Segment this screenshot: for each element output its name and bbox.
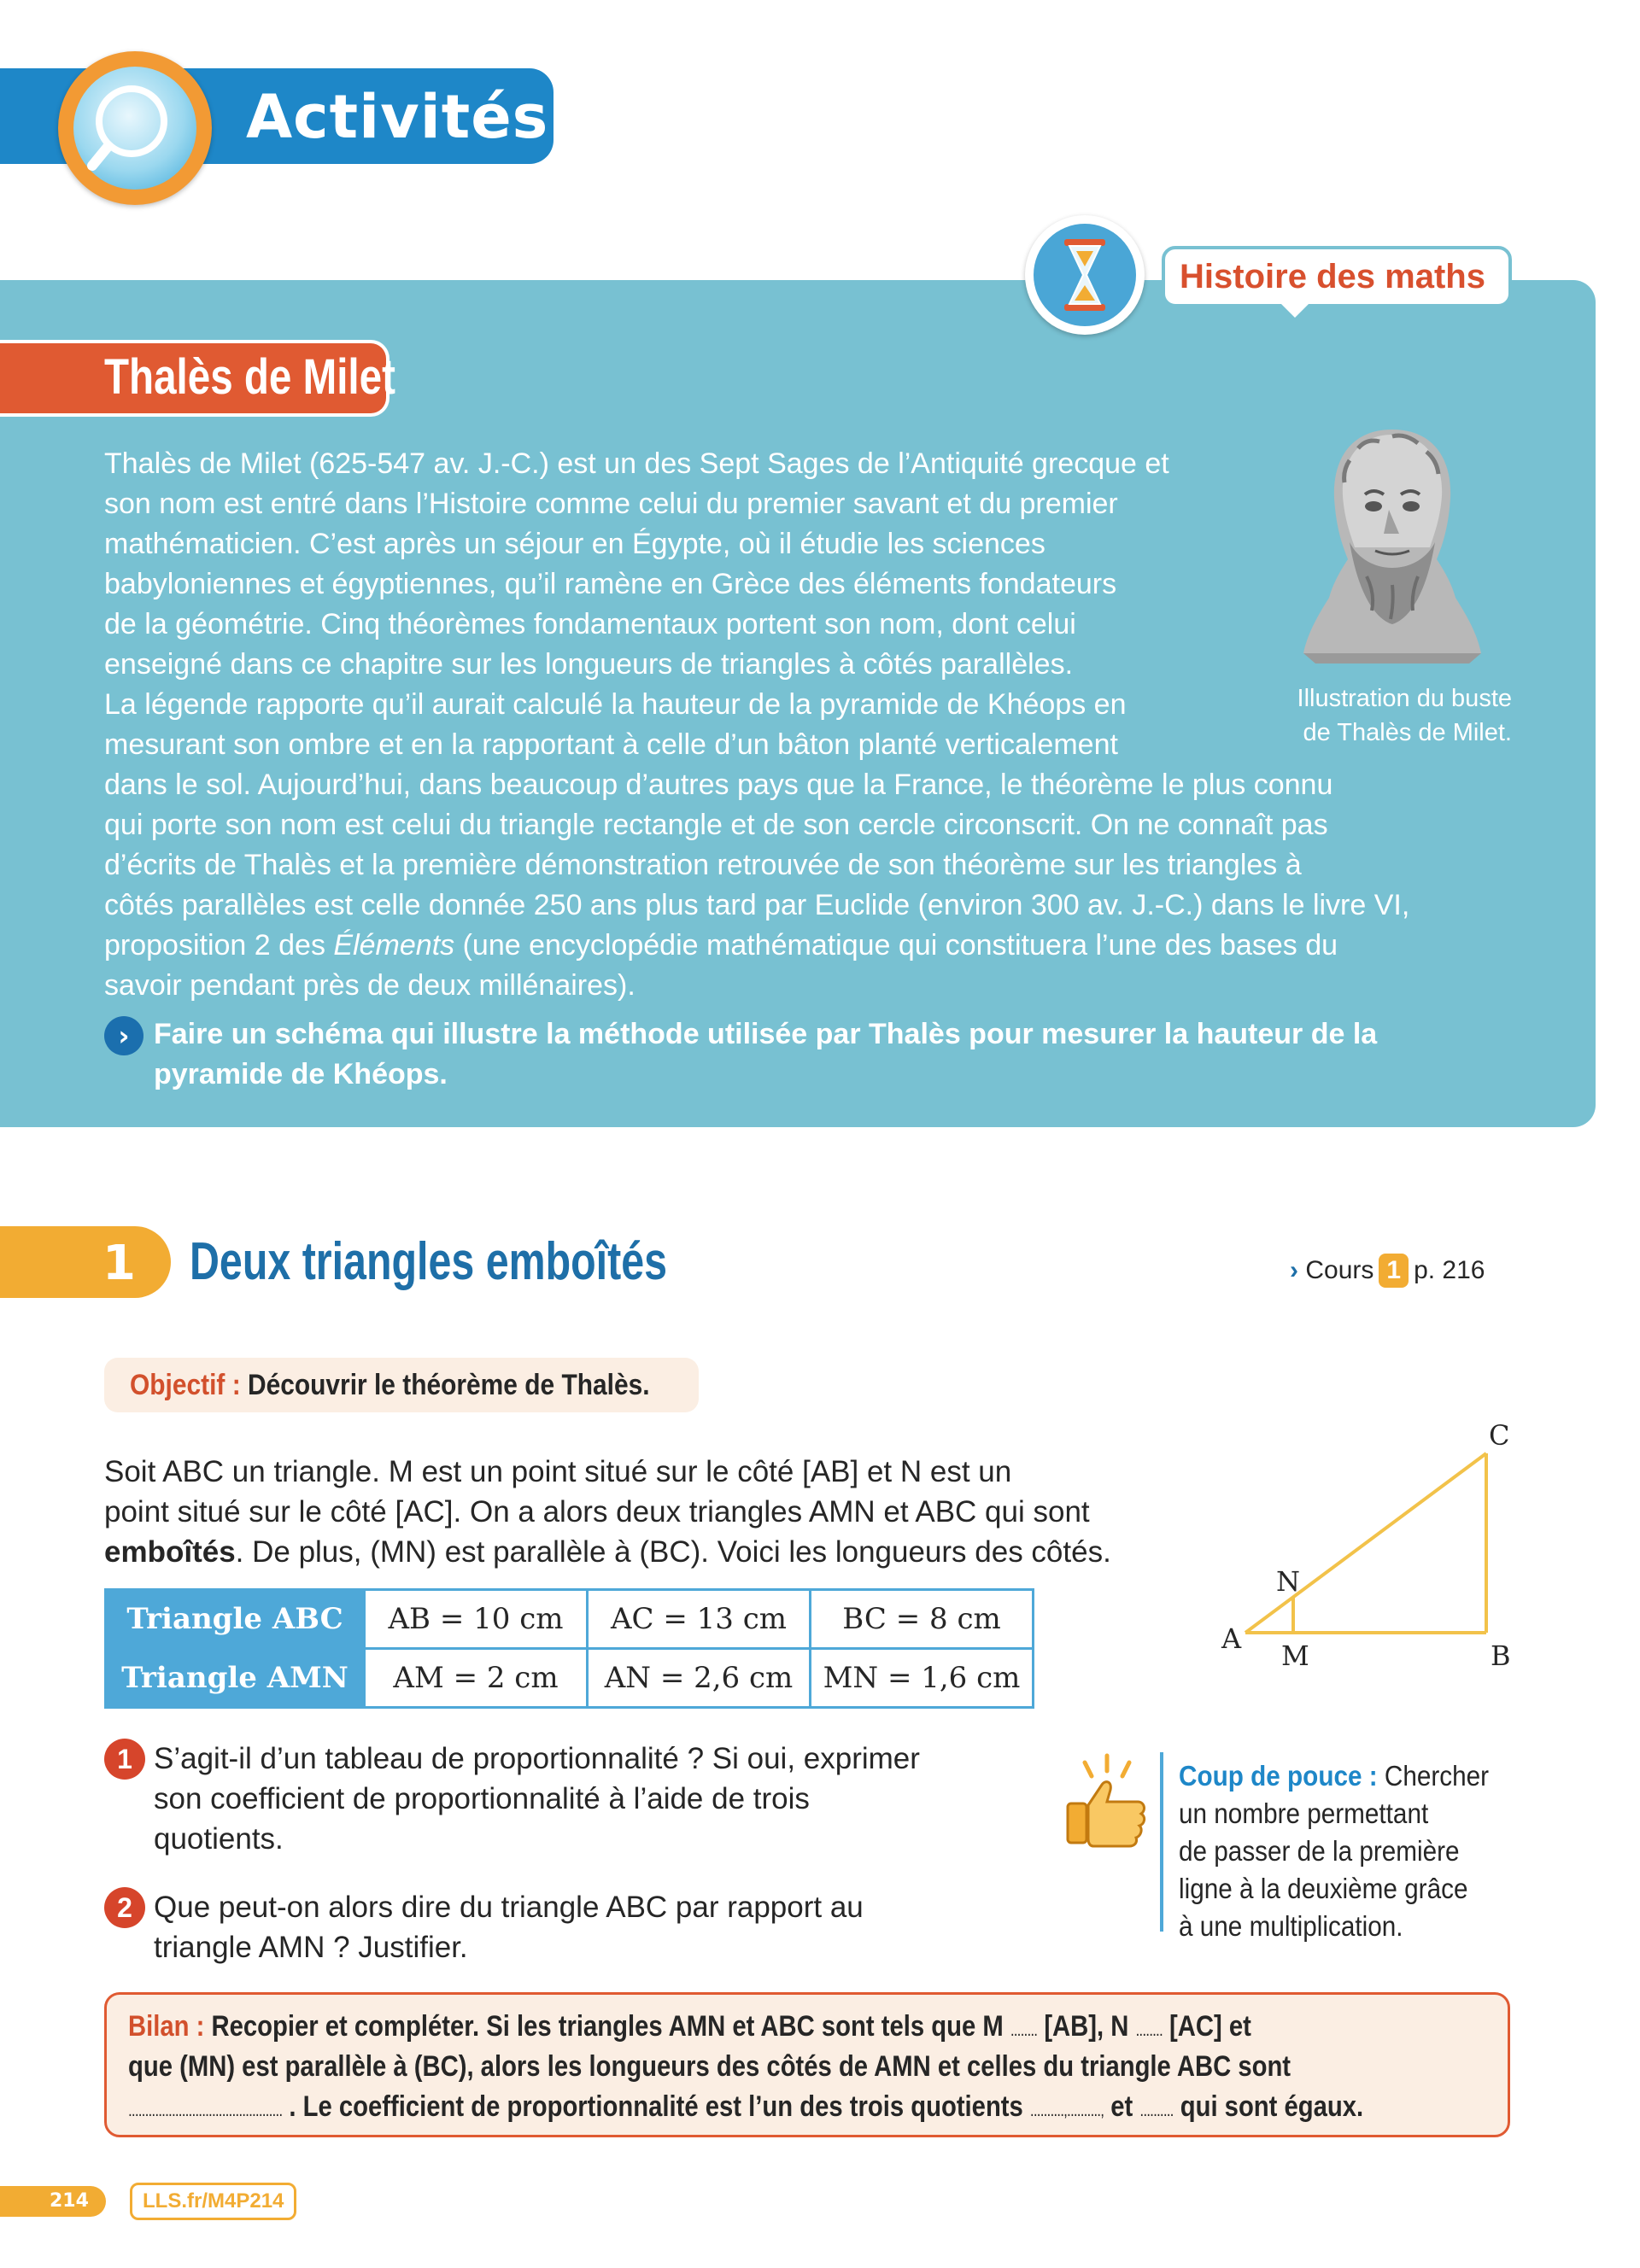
bilan-label: Bilan : bbox=[128, 2010, 205, 2043]
label-b: B bbox=[1491, 1640, 1511, 1672]
history-text-line: mathématicien. C’est après un séjour en Égypte, où il étudie les sciences bbox=[104, 528, 1046, 560]
table-cell: AM = 2 cm bbox=[365, 1649, 588, 1708]
table-row-header: Triangle AMN bbox=[106, 1649, 365, 1708]
course-label: Cours bbox=[1305, 1256, 1374, 1284]
section-number: 1 bbox=[102, 1236, 136, 1291]
tip-label: Coup de pouce : bbox=[1179, 1760, 1378, 1792]
label-n: N bbox=[1276, 1565, 1300, 1598]
label-a: A bbox=[1221, 1622, 1242, 1655]
history-text-line: d’écrits de Thalès et la première démonstration retrouvée de son théorème sur les triangles à bbox=[104, 849, 1302, 881]
question-number-1: 1 bbox=[104, 1739, 145, 1780]
lengths-table bbox=[104, 1588, 1034, 1709]
bust-caption: de Thalès de Milet. bbox=[1303, 719, 1512, 746]
tip-divider bbox=[1160, 1752, 1163, 1932]
history-text-line: Thalès de Milet (625-547 av. J.-C.) est un des Sept Sages de l’Antiquité grecque et bbox=[104, 447, 1169, 480]
history-text-line: La légende rapporte qu’il aurait calculé la hauteur de la pyramide de Khéops en bbox=[104, 688, 1127, 721]
thales-title: Thalès de Milet bbox=[104, 349, 395, 405]
intro-text-line: Soit ABC un triangle. M est un point situé sur le côté [AB] et N est un bbox=[104, 1455, 1012, 1488]
chevron-right-icon: › bbox=[104, 1016, 144, 1055]
history-text-segment: (une encyclopédie mathématique qui constituera l’une des bases du bbox=[454, 929, 1338, 962]
history-text-line: qui porte son nom est celui du triangle rectangle et de son cercle circonscrit. On ne connaît pas bbox=[104, 809, 1328, 841]
history-instruction: Faire un schéma qui illustre la méthode utilisée par Thalès pour mesurer la hauteur de la bbox=[154, 1018, 1378, 1050]
history-text-line: savoir pendant près de deux millénaires). bbox=[104, 969, 636, 1002]
table-cell: MN = 1,6 cm bbox=[811, 1649, 1034, 1708]
blank-dots: ........ bbox=[1010, 2021, 1038, 2040]
course-page: p. 216 bbox=[1414, 1256, 1485, 1284]
segment-ac bbox=[1245, 1453, 1486, 1633]
bilan-text: qui sont égaux. bbox=[1173, 2090, 1364, 2123]
table-cell: BC = 8 cm bbox=[811, 1590, 1034, 1649]
course-reference-link[interactable] bbox=[1290, 1254, 1485, 1288]
bilan-text: Recopier et compléter. Si les triangles AMN et ABC sont tels que M bbox=[204, 2010, 1010, 2043]
footer-link[interactable]: LLS.fr/M4P214 bbox=[130, 2183, 296, 2220]
tip-line: un nombre permettant bbox=[1179, 1797, 1429, 1829]
triangle-figure bbox=[1204, 1418, 1520, 1682]
bilan-text: [AB], N bbox=[1037, 2010, 1136, 2043]
bilan-text: et bbox=[1104, 2090, 1140, 2123]
history-text-segment: proposition 2 des bbox=[104, 929, 334, 962]
table-row-header: Triangle ABC bbox=[106, 1590, 365, 1649]
history-tab-notch bbox=[1281, 304, 1309, 318]
objective-label: Objectif : bbox=[130, 1369, 241, 1401]
question-number-2: 2 bbox=[104, 1887, 145, 1928]
table-row bbox=[106, 1590, 1034, 1649]
intro-text-line bbox=[104, 1532, 1111, 1572]
history-text-line: enseigné dans ce chapitre sur les longueurs de triangles à côtés parallèles. bbox=[104, 648, 1074, 681]
course-badge: 1 bbox=[1379, 1254, 1409, 1288]
question-2-line: triangle AMN ? Justifier. bbox=[154, 1931, 468, 1964]
question-2-line: Que peut-on alors dire du triangle ABC par rapport au bbox=[154, 1891, 864, 1924]
section-title: Deux triangles emboîtés bbox=[190, 1232, 668, 1291]
elements-title: Éléments bbox=[333, 929, 455, 962]
blank-dots: .............................................. bbox=[128, 2101, 283, 2120]
blank-dots: .........., bbox=[1029, 2101, 1068, 2120]
blank-dots: .........., bbox=[1067, 2101, 1104, 2120]
history-tab-label: Histoire des maths bbox=[1180, 258, 1485, 295]
history-text-line: de la géométrie. Cinq théorèmes fondamentaux portent son nom, dont celui bbox=[104, 608, 1076, 640]
blank-dots: .......... bbox=[1139, 2101, 1174, 2120]
tip-line: à une multiplication. bbox=[1179, 1910, 1403, 1942]
history-text-line bbox=[104, 926, 1338, 966]
table-cell: AC = 13 cm bbox=[588, 1590, 811, 1649]
objective bbox=[130, 1365, 650, 1406]
chevron-right-icon: › bbox=[1290, 1256, 1298, 1284]
history-text-line: son nom est entré dans l’Histoire comme celui du premier savant et du premier bbox=[104, 488, 1118, 520]
blank-dots: ........ bbox=[1135, 2021, 1163, 2040]
table-cell: AN = 2,6 cm bbox=[588, 1649, 811, 1708]
history-text-line: côtés parallèles est celle donnée 250 ans plus tard par Euclide (environ 300 av. J.-C.) dans le livre VI, bbox=[104, 889, 1410, 921]
table-cell: AB = 10 cm bbox=[365, 1590, 588, 1649]
intro-text-segment: . De plus, (MN) est parallèle à (BC). Voici les longueurs des côtés. bbox=[235, 1535, 1111, 1569]
thumbs-up-icon bbox=[1059, 1751, 1153, 1853]
bust-caption: Illustration du buste bbox=[1297, 685, 1512, 712]
question-1-line: S’agit-il d’un tableau de proportionnalité ? Si oui, exprimer bbox=[154, 1742, 920, 1775]
section-number-bar bbox=[0, 1226, 171, 1298]
tip-line: ligne à la deuxième grâce bbox=[1179, 1873, 1468, 1904]
table-row bbox=[106, 1649, 1034, 1708]
bilan-line: que (MN) est parallèle à (BC), alors les longueurs des côtés de AMN et celles du triangle ABC sont bbox=[128, 2050, 1292, 2083]
intro-bold-word: emboîtés bbox=[104, 1535, 236, 1569]
objective-text: Découvrir le théorème de Thalès. bbox=[240, 1369, 650, 1401]
question-1-line: quotients. bbox=[154, 1822, 284, 1856]
history-text-line: mesurant son ombre et en la rapportant à celle d’un bâton planté verticalement bbox=[104, 728, 1118, 761]
magnifier-icon bbox=[73, 67, 196, 190]
page-title: Activités bbox=[246, 82, 549, 152]
question-1-line: son coefficient de proportionnalité à l’aide de trois bbox=[154, 1782, 810, 1815]
tip-line: de passer de la première bbox=[1179, 1835, 1460, 1867]
intro-text-line: point situé sur le côté [AC]. On a alors deux triangles AMN et ABC qui sont bbox=[104, 1495, 1090, 1529]
label-c: C bbox=[1489, 1419, 1510, 1452]
history-instruction: pyramide de Khéops. bbox=[154, 1058, 448, 1090]
thales-bust-image bbox=[1298, 423, 1486, 670]
label-m: M bbox=[1281, 1640, 1309, 1672]
bilan-line bbox=[128, 2087, 1363, 2131]
bilan-text: [AC] et bbox=[1162, 2010, 1251, 2043]
history-text-line: dans le sol. Aujourd’hui, dans beaucoup d’autres pays que la France, le théorème le plus connu bbox=[104, 769, 1333, 801]
hourglass-icon bbox=[1034, 224, 1136, 326]
page-number: 214 bbox=[50, 2190, 89, 2212]
history-text-line: babyloniennes et égyptiennes, qu’il ramène en Grèce des éléments fondateurs bbox=[104, 568, 1117, 600]
bilan-text: . Le coefficient de proportionnalité est l’un des trois quotients bbox=[282, 2090, 1030, 2123]
bilan-line bbox=[128, 2007, 1251, 2051]
tip-text: Chercher bbox=[1377, 1760, 1490, 1792]
tip-line bbox=[1179, 1757, 1489, 1795]
